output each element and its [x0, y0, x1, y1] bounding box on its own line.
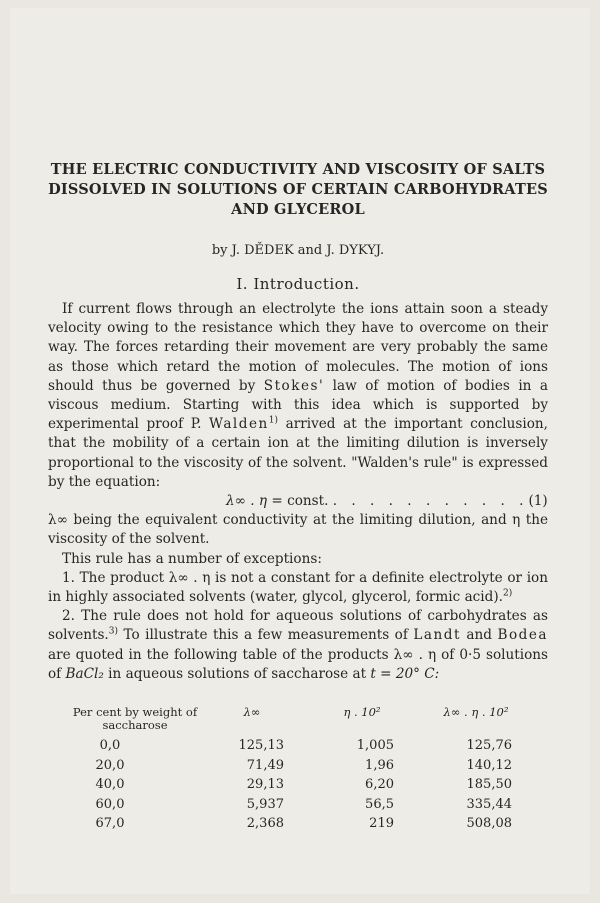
text-span: and — [460, 627, 498, 644]
temperature: t = 20° C: — [370, 665, 440, 682]
salt-formula: BaCl₂ — [65, 665, 104, 682]
table-cell: 185,50 — [466, 777, 512, 792]
equation-dots: . . . . . . . . . . . — [332, 493, 529, 510]
table-cell: 29,13 — [246, 777, 284, 792]
table-cell: 1,005 — [356, 738, 394, 753]
equation-1 — [48, 492, 548, 511]
table-cell: 5,937 — [246, 796, 284, 812]
name-bodea: Bodea — [497, 627, 548, 644]
text-span: in aqueous solutions of saccharose at — [103, 665, 371, 682]
table-cell: 125,76 — [466, 738, 512, 753]
table-cell: 508,08 — [466, 816, 512, 831]
footnote-ref: 3) — [108, 626, 118, 637]
table-row — [60, 816, 536, 836]
table-body — [60, 738, 536, 836]
equation-rhs: = const. — [267, 493, 329, 510]
table-cell: 67,0 — [95, 816, 125, 831]
paragraph-2: λ∞ being the equivalent conductivity at the limiting dilution, and η the viscosity of the solvent. — [48, 512, 548, 548]
table-cell: 1,96 — [365, 757, 394, 773]
equation-number: (1) — [528, 493, 548, 510]
table-cell: 335,44 — [466, 796, 512, 812]
article-title: THE ELECTRIC CONDUCTIVITY AND VISCOSITY OF SALTS DISSOLVED IN SOLUTIONS OF CERTAIN CARBOHYDRATES AND GLYCEROL — [48, 161, 548, 218]
table-cell: 60,0 — [95, 796, 125, 812]
name-stokes: Stokes' — [263, 377, 325, 394]
text-span: law of motion of bodies in a viscous medium. Starting with this idea which is supported by experimental proof P. — [48, 377, 548, 433]
text-span: arrived at the important conclusion, that the mobility of a certain ion at the limiting dilution is inversely proportional to the viscosity of the solvent. "Walden's rule" is expressed by the equation: — [48, 416, 548, 490]
table-row — [60, 797, 536, 817]
header-product: λ∞ . η . 10² — [443, 705, 509, 719]
table-cell: 20,0 — [95, 757, 125, 773]
header-eta: η . 10² — [343, 705, 381, 719]
table-cell: 140,12 — [466, 757, 512, 773]
table-cell: 40,0 — [95, 777, 125, 792]
table-cell: 2,368 — [246, 816, 284, 831]
header-saccharose: Per cent by weight of saccharose — [72, 705, 198, 732]
name-walden: Walden — [209, 416, 269, 433]
paragraph-1 — [48, 300, 548, 492]
text-span: are quoted in the following table of the products λ∞ . η of 0·5 solutions of — [48, 646, 548, 682]
paragraph-4 — [48, 569, 548, 607]
data-table — [60, 706, 536, 836]
table-row — [60, 777, 536, 797]
text-span: To illustrate this a few measurements of — [118, 627, 414, 644]
section-heading: I. Introduction. — [236, 275, 360, 293]
article-body — [48, 300, 548, 684]
table-row — [60, 738, 536, 758]
name-landt: Landt — [413, 627, 461, 644]
table-cell: 0,0 — [99, 738, 121, 753]
text-span: 1. The product λ∞ . η is not a constant for a definite electrolyte or ion in highly associated solvents (water, glycol, glycerol, formic acid). — [48, 569, 548, 606]
table-cell: 71,49 — [246, 757, 284, 773]
paragraph-3: This rule has a number of exceptions: — [62, 550, 322, 567]
table-cell: 125,13 — [238, 738, 284, 753]
text-span: If current flows through an electrolyte the ions attain soon a steady velocity owing to the resistance which they have to overcome on their way. The forces retarding their movement are very probably the same as those which retard the motion of molecules. The motion of ions should thus be governed by — [48, 301, 548, 394]
table-cell: 6,20 — [365, 777, 394, 792]
header-lambda: λ∞ — [243, 705, 261, 719]
table-cell: 56,5 — [365, 796, 394, 812]
table-cell: 219 — [369, 816, 394, 831]
article-authors: by J. DĚDEK and J. DYKYJ. — [211, 243, 385, 258]
footnote-ref: 1) — [268, 415, 279, 426]
table-header — [60, 706, 536, 738]
table-row — [60, 758, 536, 778]
text-span: 2. The rule does not hold for aqueous solutions of carbohydrates as solvents. — [48, 608, 548, 644]
footnote-ref: 2) — [502, 588, 513, 599]
paragraph-5 — [48, 607, 548, 684]
equation-lhs: λ∞ . η — [226, 493, 268, 510]
